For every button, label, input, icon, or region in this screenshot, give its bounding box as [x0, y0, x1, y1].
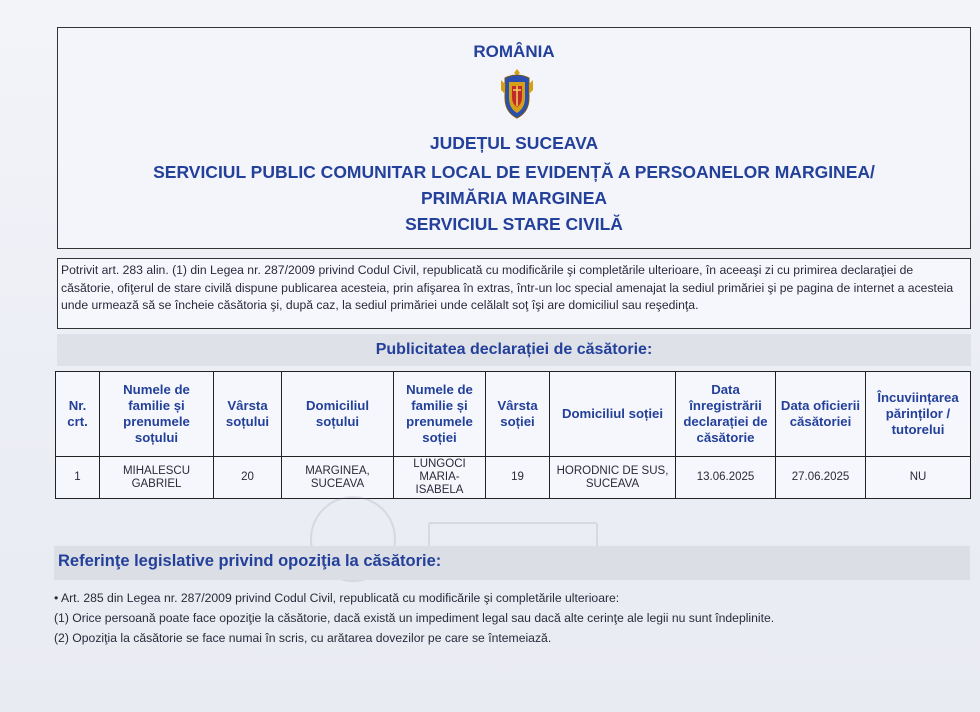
legal-references-bar [54, 546, 970, 580]
column-header: Domiciliul soțului [282, 372, 394, 457]
column-header: Vârsta soțului [214, 372, 282, 457]
column-header: Numele de familie și prenumele soțului [100, 372, 214, 457]
column-header: Încuviințarea părinților / tutorelui [866, 372, 971, 457]
table-cell: 27.06.2025 [776, 457, 866, 499]
legal-references-text [54, 588, 954, 648]
legal-article-line: • Art. 285 din Legea nr. 287/2009 privind Codul Civil, republicată cu modificările şi completările ulterioare: [54, 591, 620, 605]
table-cell: 1 [56, 457, 100, 499]
country-title: ROMÂNIA [473, 42, 555, 61]
table-cell: MARGINEA, SUCEAVA [282, 457, 394, 499]
county-heading: JUDEȚUL SUCEAVA [429, 133, 599, 153]
publicity-section-bar [57, 334, 971, 366]
table-cell: NU [866, 457, 971, 499]
column-header: Domiciliul soției [550, 372, 676, 457]
service-heading: SERVICIUL PUBLIC COMUNITAR LOCAL DE EVIDENȚĂ A PERSOANELOR MARGINEA/ [153, 162, 875, 182]
civil-status-heading: SERVICIUL STARE CIVILĂ [405, 214, 623, 234]
table-cell: LUNGOCI MARIA-ISABELA [394, 457, 486, 499]
legal-intro-paragraph: Potrivit art. 283 alin. (1) din Legea nr. 287/2009 privind Codul Civil, republicată cu modificările şi completările ulterioare, în aceeaşi zi cu primirea declaraţiei de căsătorie, ofiţerul de stare civilă dispune publicarea acesteia, prin afişarea în extras, într-un loc special amenajat la sediul primăriei şi pe pagina de internet a acesteia unde urmează să se încheie căsătoria şi, după caz, la sediul primăriei unde celălalt soţ îşi are domiciliul sau reşedinţa. [57, 258, 971, 329]
table-cell: 13.06.2025 [676, 457, 776, 499]
document-header [57, 27, 971, 249]
column-header: Numele de familie și prenumele soției [394, 372, 486, 457]
city-hall-heading: PRIMĂRIA MARGINEA [420, 188, 607, 208]
marriage-declaration-table [55, 371, 971, 499]
legal-paragraph-2: (2) Opoziţia la căsătorie se face numai în scris, cu arătarea dovezilor pe care se întemeiază. [54, 631, 552, 645]
table-cell: HORODNIC DE SUS, SUCEAVA [550, 457, 676, 499]
legal-paragraph-1: (1) Orice persoană poate face opoziţie la căsătorie, dacă există un impediment legal sau dacă alte cerinţe ale legii nu sunt îndeplinite. [54, 611, 775, 625]
column-header: Data înregistrării declarației de căsătorie [676, 372, 776, 457]
romania-coat-of-arms-icon [499, 68, 535, 120]
table-cell: 19 [486, 457, 550, 499]
table-row [56, 457, 971, 499]
table-header-row [56, 372, 971, 457]
table-cell: MIHALESCU GABRIEL [100, 457, 214, 499]
legal-references-title: Referinţe legislative privind opoziţia la căsătorie: [58, 552, 442, 570]
publicity-section-title: Publicitatea declarației de căsătorie: [375, 341, 653, 358]
table-cell: 20 [214, 457, 282, 499]
column-header: Data oficierii căsătoriei [776, 372, 866, 457]
column-header: Vârsta soției [486, 372, 550, 457]
column-header: Nr. crt. [56, 372, 100, 457]
